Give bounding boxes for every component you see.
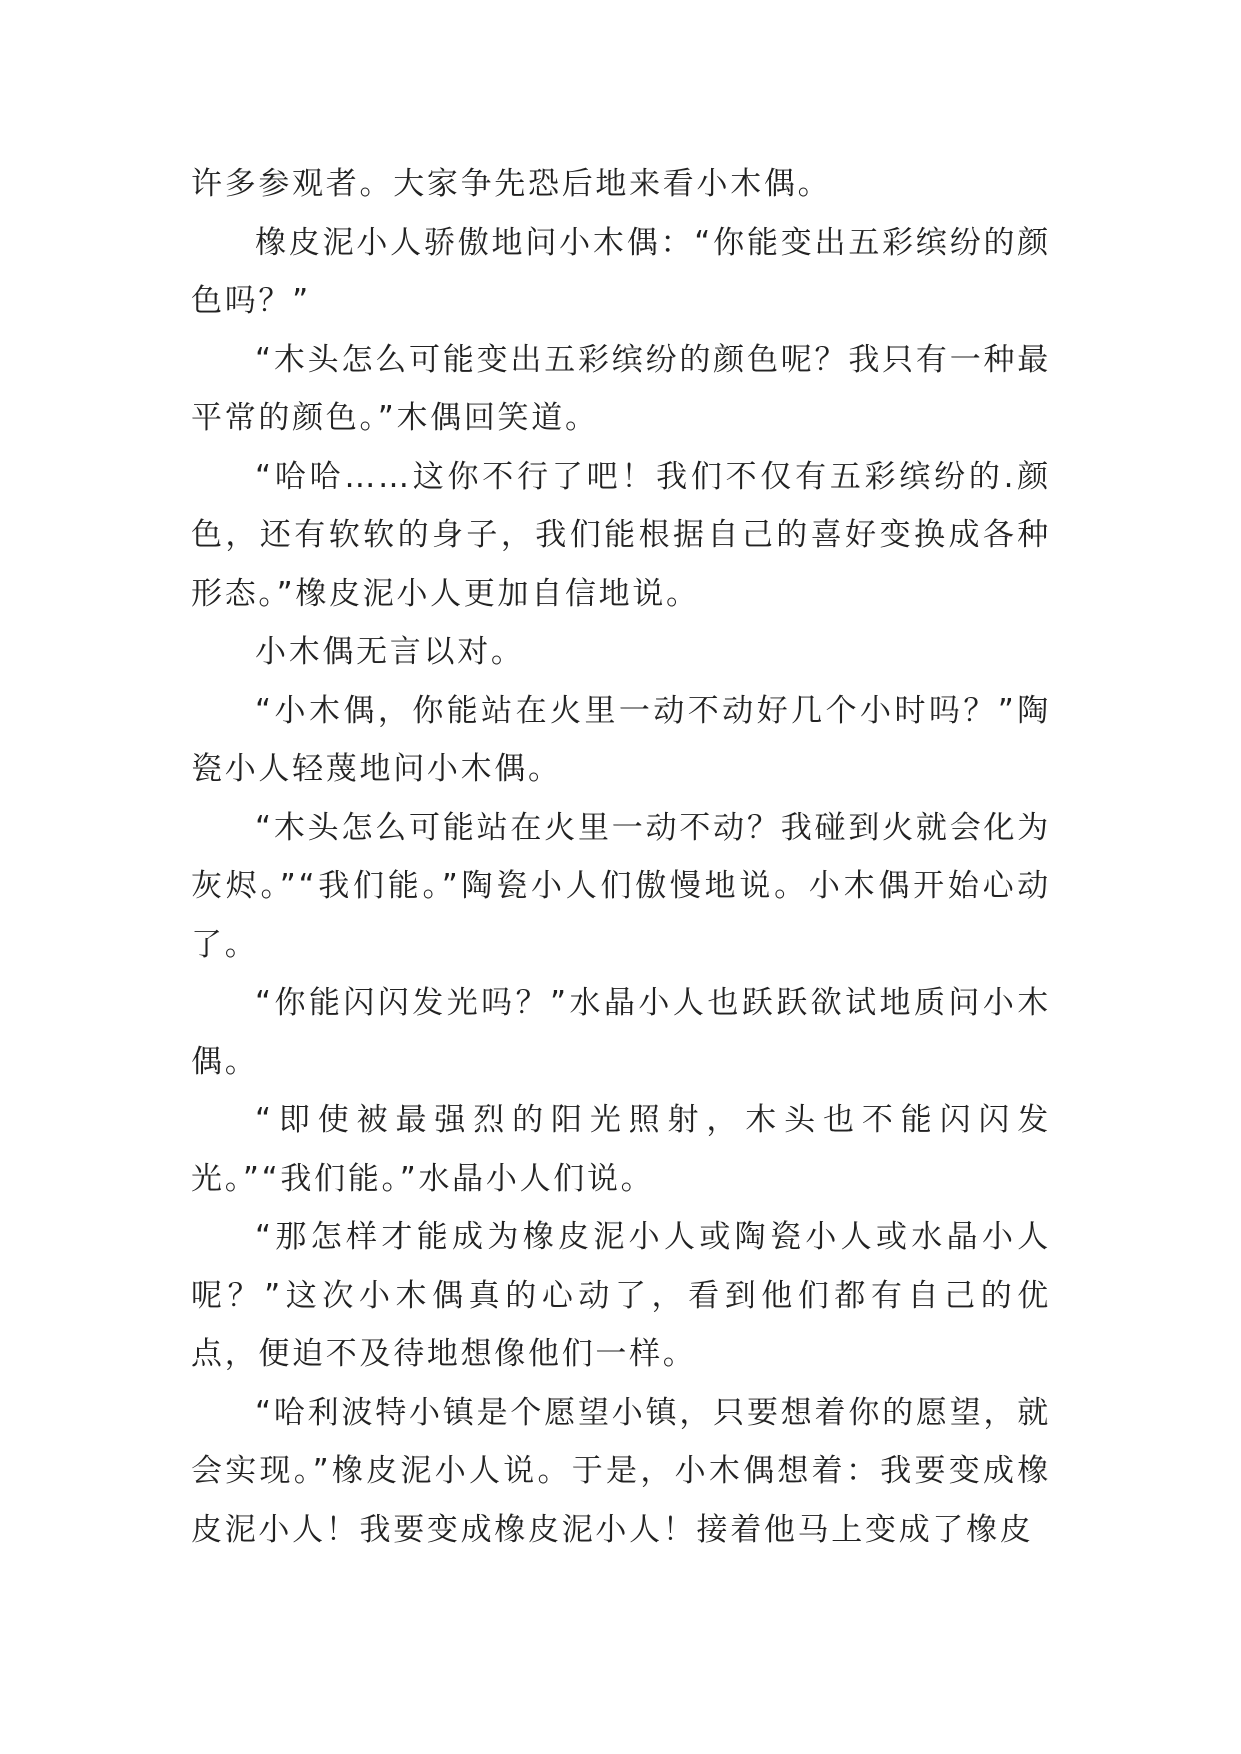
paragraph: “木头怎么可能变出五彩缤纷的颜色呢？我只有一种最平常的颜色。”木偶回笑道。 <box>191 341 1051 436</box>
paragraph: “小木偶，你能站在火里一动不动好几个小时吗？”陶瓷小人轻蔑地问小木偶。 <box>191 692 1051 787</box>
paragraph: 橡皮泥小人骄傲地问小木偶：“你能变出五彩缤纷的颜色吗？” <box>191 224 1051 319</box>
paragraph: “哈哈……这你不行了吧！我们不仅有五彩缤纷的.颜色，还有软软的身子，我们能根据自己的喜好变换成各种形态。”橡皮泥小人更加自信地说。 <box>191 458 1051 612</box>
paragraph: “哈利波特小镇是个愿望小镇，只要想着你的愿望，就会实现。”橡皮泥小人说。于是，小木偶想着：我要变成橡皮泥小人！我要变成橡皮泥小人！接着他马上变成了橡皮 <box>191 1394 1051 1548</box>
paragraph: “你能闪闪发光吗？”水晶小人也跃跃欲试地质问小木偶。 <box>191 985 1051 1080</box>
body-text <box>191 155 1051 1559</box>
paragraph: “木头怎么可能站在火里一动不动？我碰到火就会化为灰烬。”“我们能。”陶瓷小人们傲慢地说。小木偶开始心动了。 <box>191 809 1051 963</box>
paragraph: “即使被最强烈的阳光照射，木头也不能闪闪发光。”“我们能。”水晶小人们说。 <box>191 1102 1051 1197</box>
paragraph: 许多参观者。大家争先恐后地来看小木偶。 <box>191 166 832 202</box>
paragraph: 小木偶无言以对。 <box>255 634 525 670</box>
paragraph: “那怎样才能成为橡皮泥小人或陶瓷小人或水晶小人呢？”这次小木偶真的心动了，看到他们都有自己的优点，便迫不及待地想像他们一样。 <box>191 1219 1051 1372</box>
